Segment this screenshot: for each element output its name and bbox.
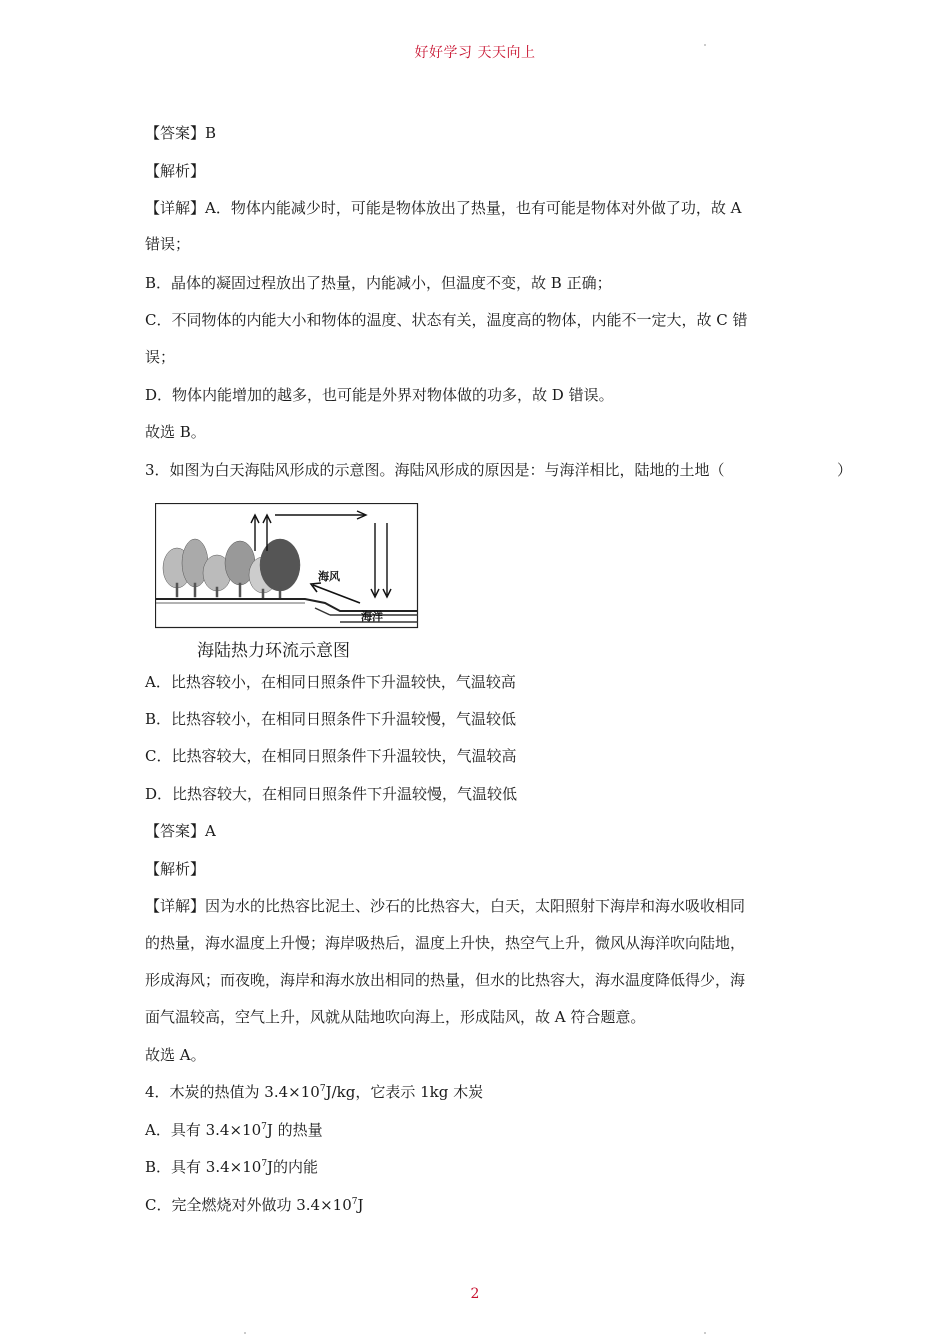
- q2-option-b-explanation: B．晶体的凝固过程放出了热量，内能减小，但温度不变，故 B 正确；: [145, 274, 612, 292]
- q3-conclusion: 故选 A。: [145, 1046, 206, 1064]
- q4-stem: 4．木炭的热值为 $3.4\times 10^7J/kg$，它表示 1kg 木炭: [145, 1083, 484, 1101]
- q3-answer: 【答案】A: [145, 822, 216, 840]
- q2-conclusion: 故选 B。: [145, 423, 206, 441]
- q3-option-c: C．比热容较大，在相同日照条件下升温较快，气温较高: [145, 747, 517, 765]
- scan-speck: [704, 44, 706, 46]
- q2-detail-line-1: 【详解】A．物体内能减少时，可能是物体放出了热量，也有可能是物体对外做了功，故 A: [145, 199, 742, 217]
- q3-option-b: B．比热容较小，在相同日照条件下升温较慢，气温较低: [145, 710, 517, 728]
- q3-option-a: A．比热容较小，在相同日照条件下升温较快，气温较高: [145, 673, 516, 691]
- label-sea-breeze: 海风: [318, 570, 340, 583]
- scan-speck: [704, 1332, 706, 1334]
- q2-answer: 【答案】B: [145, 124, 217, 142]
- sea-land-breeze-figure: [155, 503, 420, 643]
- q3-option-d: D．比热容较大，在相同日照条件下升温较慢，气温较低: [145, 785, 518, 803]
- q3-stem: 3．如图为白天海陆风形成的示意图。海陆风形成的原因是：与海洋相比，陆地的土地（: [145, 461, 725, 479]
- q4-option-a: A．具有 $3.4\times 10^7J$ 的热量: [145, 1121, 323, 1139]
- q3-analysis-heading: 【解析】: [145, 860, 206, 878]
- page-header: 好好学习 天天向上: [414, 45, 536, 61]
- page-number: 2: [470, 1286, 480, 1302]
- q4-option-b: B．具有 $3.4\times 10^7J$的内能: [145, 1158, 319, 1176]
- q3-detail-line-3: 形成海风；而夜晚，海岸和海水放出相同的热量，但水的比热容大，海水温度降低得少，海: [145, 971, 746, 989]
- q3-stem-close: ）: [837, 461, 853, 479]
- q2-option-d-explanation: D．物体内能增加的越多，也可能是外界对物体做的功多，故 D 错误。: [145, 386, 614, 404]
- q3-detail-line-2: 的热量，海水温度上升慢；海岸吸热后，温度上升快，热空气上升，微风从海洋吹向陆地，: [145, 934, 746, 952]
- q4-option-c: C．完全燃烧对外做功 $3.4\times 10^7J$: [145, 1196, 364, 1214]
- q2-detail-line-2: 错误；: [145, 235, 191, 253]
- q3-detail-line-1: 【详解】因为水的比热容比泥土、沙石的比热容大，白天，太阳照射下海岸和海水吸收相同: [145, 897, 746, 915]
- scan-speck: [244, 1332, 246, 1334]
- q3-detail-line-4: 面气温较高，空气上升，风就从陆地吹向海上，形成陆风，故 A 符合题意。: [145, 1008, 646, 1026]
- figure-caption: 海陆热力环流示意图: [197, 641, 350, 661]
- sea-land-breeze-diagram: [155, 503, 420, 633]
- q2-option-c-explanation-1: C．不同物体的内能大小和物体的温度、状态有关，温度高的物体，内能不一定大，故 C 错: [145, 311, 748, 329]
- label-sea: 海洋: [361, 610, 383, 623]
- q2-analysis-heading: 【解析】: [145, 162, 206, 180]
- q2-option-c-explanation-2: 误；: [145, 348, 176, 366]
